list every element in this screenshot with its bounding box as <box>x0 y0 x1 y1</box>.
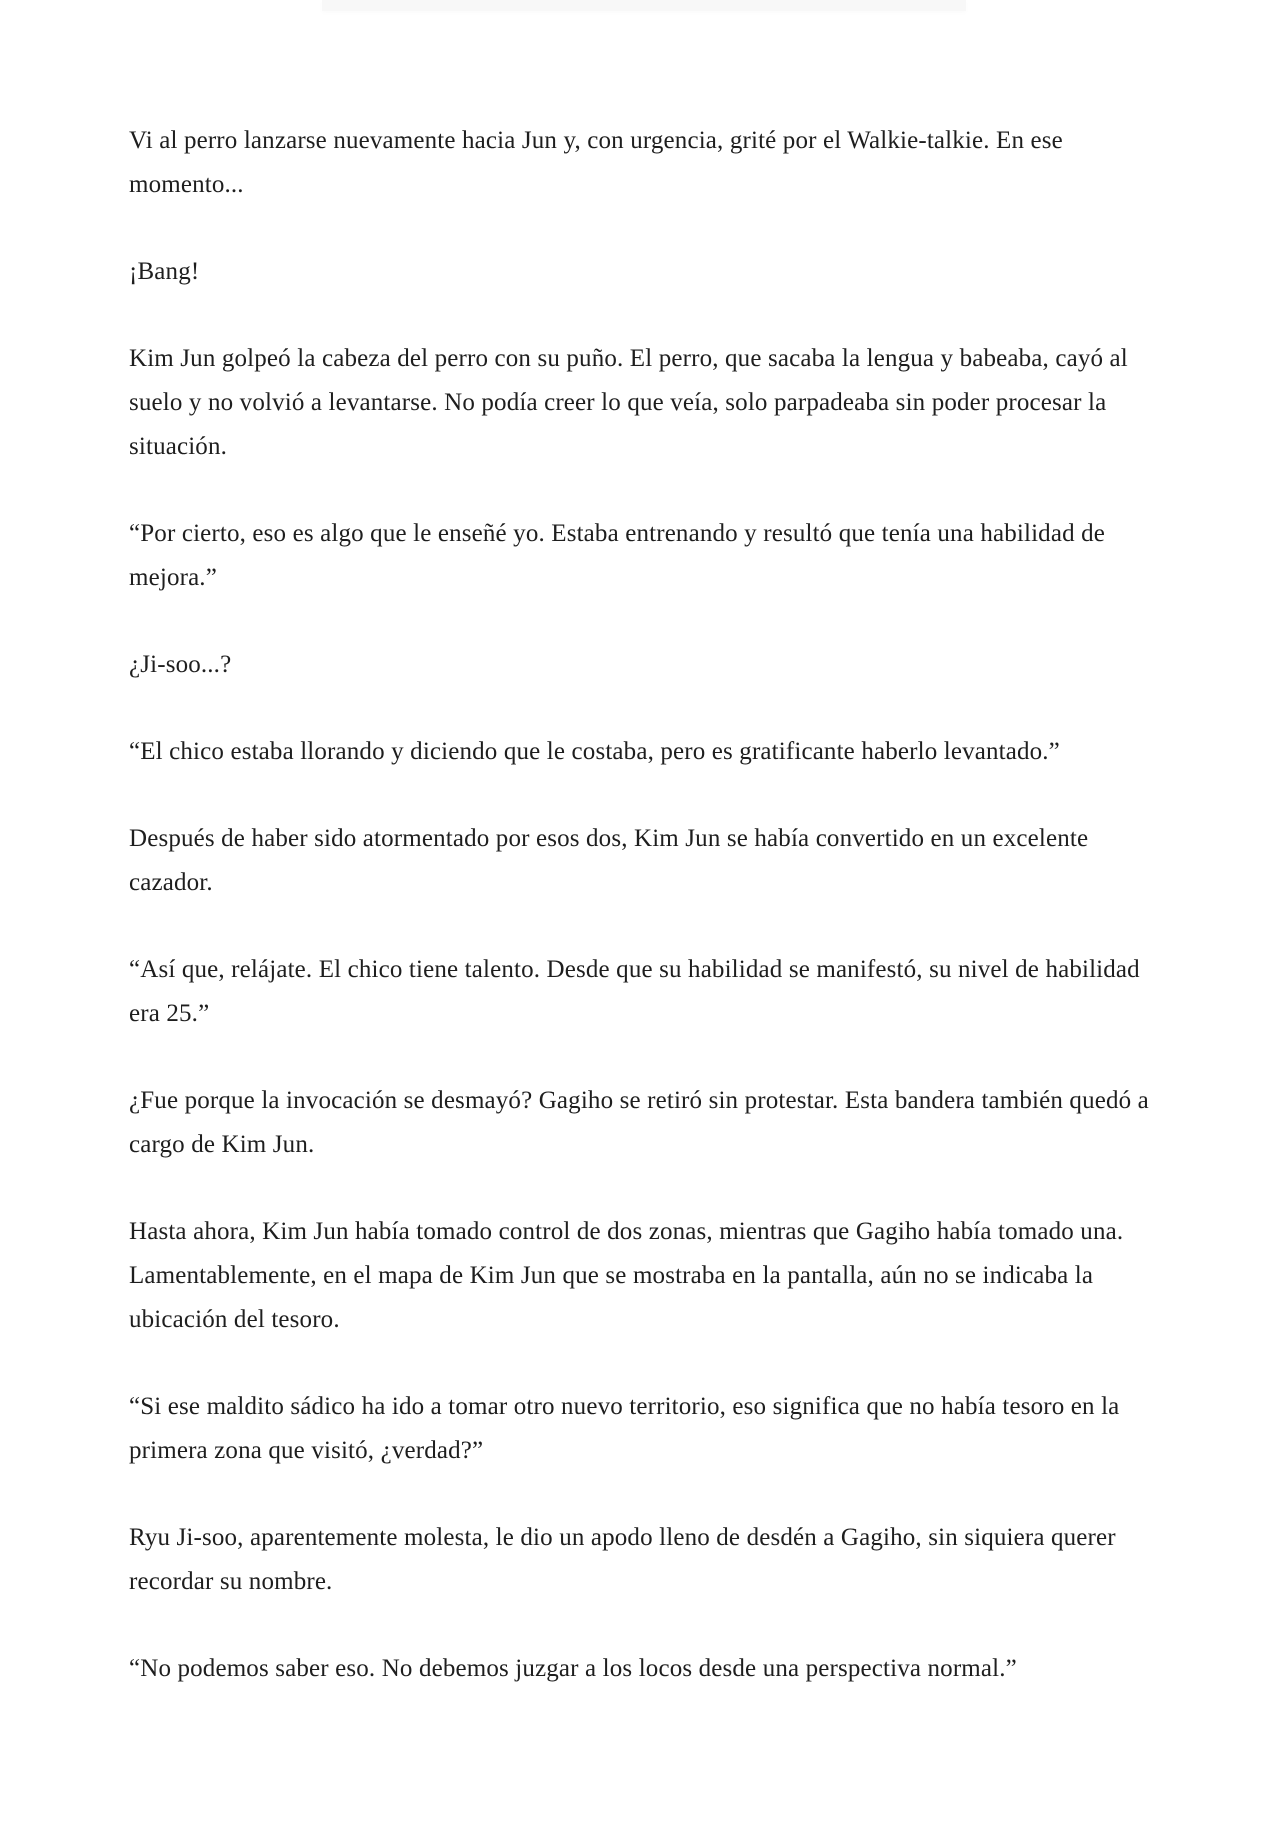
paragraph: “Así que, relájate. El chico tiene talento. Desde que su habilidad se manifestó, su nivel de habilidad era 25.” <box>129 956 1140 1027</box>
paragraph: ¿Fue porque la invocación se desmayó? Gagiho se retiró sin protestar. Esta bandera también quedó a cargo de Kim Jun. <box>129 1087 1149 1158</box>
paragraph: ¡Bang! <box>129 258 200 285</box>
document-body <box>129 119 1159 1734</box>
paragraph: “Si ese maldito sádico ha ido a tomar otro nuevo territorio, eso significa que no había tesoro en la primera zona que visitó, ¿verdad?” <box>129 1393 1120 1464</box>
paragraph: Hasta ahora, Kim Jun había tomado control de dos zonas, mientras que Gagiho había tomado una. Lamentablemente, en el mapa de Kim Jun que se mostraba en la pantalla, aún no se indicaba la ubicación del tesoro. <box>129 1218 1124 1333</box>
paragraph: “No podemos saber eso. No debemos juzgar a los locos desde una perspectiva normal.” <box>129 1655 1017 1682</box>
top-bar-remnant <box>322 0 966 11</box>
paragraph: Después de haber sido atormentado por esos dos, Kim Jun se había convertido en un excelente cazador. <box>129 825 1089 896</box>
paragraph: Ryu Ji-soo, aparentemente molesta, le dio un apodo lleno de desdén a Gagiho, sin siquiera querer recordar su nombre. <box>129 1524 1116 1595</box>
paragraph: “El chico estaba llorando y diciendo que le costaba, pero es gratificante haberlo levantado.” <box>129 738 1060 765</box>
paragraph: “Por cierto, eso es algo que le enseñé yo. Estaba entrenando y resultó que tenía una habilidad de mejora.” <box>129 520 1106 591</box>
paragraph: ¿Ji-soo...? <box>129 651 232 678</box>
paragraph: Vi al perro lanzarse nuevamente hacia Jun y, con urgencia, grité por el Walkie-talkie. En ese momento... <box>129 127 1063 198</box>
paragraph: Kim Jun golpeó la cabeza del perro con su puño. El perro, que sacaba la lengua y babeaba, cayó al suelo y no volvió a levantarse. No podía creer lo que veía, solo parpadeaba sin poder procesar la situación. <box>129 345 1128 460</box>
